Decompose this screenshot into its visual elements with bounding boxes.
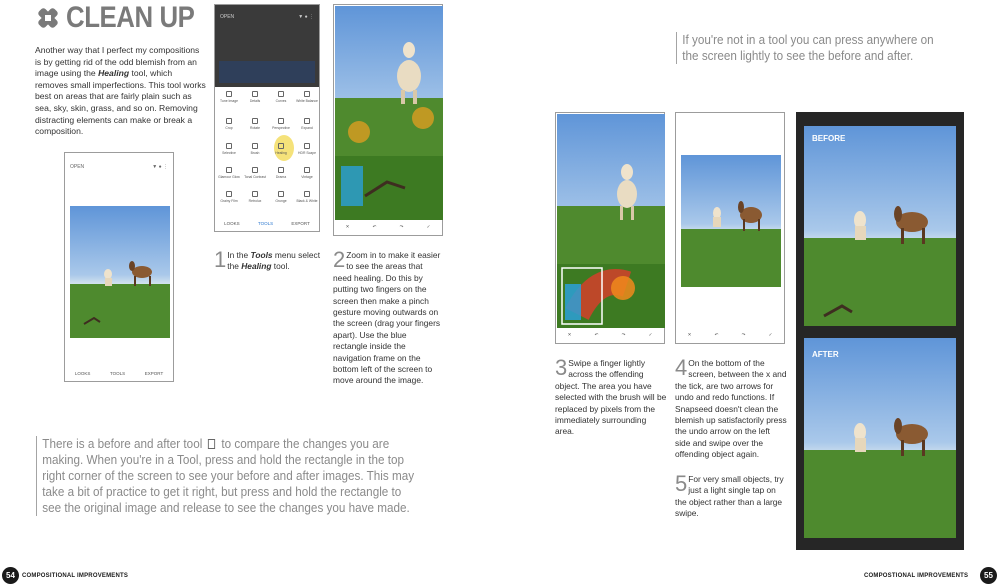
undo-icon[interactable]: ↶ — [714, 332, 719, 337]
redo-icon[interactable]: ↷ — [621, 332, 626, 337]
tool-details[interactable]: Details — [243, 91, 267, 103]
redo-icon[interactable]: ↷ — [399, 224, 404, 229]
edit-controls — [334, 219, 442, 235]
intro-paragraph: Another way that I perfect my compositions is by getting rid of the odd blemish from an image using the Healing tool, which removes small imperfections. This tool works best on areas that are fairly plain such as sea, sky, skin, grass, and so on. Removing distracting elements can make or break a composition. — [35, 45, 206, 137]
undo-icon[interactable]: ↶ — [594, 332, 599, 337]
open-label: OPEN — [70, 164, 85, 170]
tool-tune-image[interactable]: Tune Image — [217, 91, 241, 103]
tool-selective[interactable]: Selective — [217, 143, 241, 155]
bottom-nav — [215, 215, 319, 231]
step-number: 5 — [675, 471, 688, 496]
quote-tap-screen: If you're not in a tool you can press anywhere on the screen lightly to see the before and after. — [676, 32, 946, 64]
close-icon[interactable]: ✕ — [567, 332, 572, 337]
nav-looks[interactable]: LOOKS — [74, 370, 91, 376]
tool-tonal-contrast[interactable]: Tonal Contrast — [243, 167, 267, 179]
after-label: AFTER — [812, 350, 839, 359]
edit-controls — [556, 327, 664, 343]
tool-drama[interactable]: Drama — [269, 167, 293, 179]
step-number: 3 — [555, 355, 568, 380]
redo-icon[interactable]: ↷ — [741, 332, 746, 337]
check-icon[interactable]: ✓ — [768, 332, 773, 337]
pony-photo-brush — [557, 114, 665, 328]
bandage-icon — [34, 4, 62, 32]
edit-controls — [676, 327, 784, 343]
tool-healing[interactable]: Healing — [269, 143, 293, 155]
tool-vintage[interactable]: Vintage — [295, 167, 319, 179]
phone-screenshot-brush — [555, 112, 665, 344]
step-2: 2 Zoom in to make it easier to see the areas that need healing. Do this by putting two fingers on the screen then make a pinch gesture moving outwards on the screen (drag your fingers apart). Use the blue rectangle inside the navigation frame on the bottom left of the screen to move around the image. — [333, 247, 441, 386]
tool-perspective[interactable]: Perspective — [269, 118, 293, 130]
before-photo — [804, 126, 956, 326]
after-photo — [804, 338, 956, 538]
page-number-left: 54 — [2, 567, 19, 584]
step-4: 4 On the bottom of the screen, between the x and the tick, are two arrows for undo and redo functions. If Snapseed doesn't clean the blemish up satisfactorily press the undo arrow on the left side and swipe over the offending object again. — [675, 355, 787, 460]
tool-white-balance[interactable]: White Balance — [295, 91, 319, 103]
nav-tools[interactable]: TOOLS — [257, 220, 274, 226]
page-number-right: 55 — [980, 567, 997, 584]
nav-tools[interactable]: TOOLS — [109, 370, 126, 376]
pony-photo-healed — [681, 155, 781, 287]
tool-brush[interactable]: Brush — [243, 143, 267, 155]
compare-icon — [208, 439, 215, 449]
before-label: BEFORE — [812, 134, 846, 143]
footer-left-label: COMPOSITIONAL IMPROVEMENTS — [22, 573, 129, 579]
tool-glamour-glow[interactable]: Glamour Glow — [217, 167, 241, 179]
pony-photo — [70, 206, 170, 338]
tool-hdr-scape[interactable]: HDR Scape — [295, 143, 319, 155]
close-icon[interactable]: ✕ — [687, 332, 692, 337]
check-icon[interactable]: ✓ — [426, 224, 431, 229]
phone-screenshot-healed — [675, 112, 785, 344]
page-title: CLEAN UP — [66, 1, 195, 34]
nav-export[interactable]: EXPORT — [291, 220, 310, 226]
tool-black-white[interactable]: Black & White — [295, 191, 319, 203]
step-5: 5 For very small objects, try just a light single tap on the object rather than a large swipe. — [675, 471, 784, 519]
phone-screenshot-tools: OPEN ▼ ● ⋮ Tune Image Details Curves White Balance Crop Rotate Perspective Expand Selective Brush Healing HDR Scape Glamour Glow Tonal Contrast Drama Vintage Grainy Film Retrolux Grunge Black & White LOOKS TOOLS EXPORT — [214, 4, 320, 232]
phone-screenshot-zoomed — [333, 4, 443, 236]
tool-expand[interactable]: Expand — [295, 118, 319, 130]
undo-icon[interactable]: ↶ — [372, 224, 377, 229]
tool-retrolux[interactable]: Retrolux — [243, 191, 267, 203]
step-number: 2 — [333, 247, 346, 272]
tool-grainy-film[interactable]: Grainy Film — [217, 191, 241, 203]
step-1: 1 In the Tools menu select the Healing tool. — [214, 247, 321, 272]
step-number: 4 — [675, 355, 688, 380]
phone-screenshot-home — [64, 152, 174, 382]
step-number: 1 — [214, 247, 227, 272]
footer-right-label: COMPOSTIONAL IMPROVEMENTS — [864, 573, 969, 579]
bottom-nav — [65, 365, 173, 381]
tool-curves[interactable]: Curves — [269, 91, 293, 103]
check-icon[interactable]: ✓ — [648, 332, 653, 337]
nav-looks[interactable]: LOOKS — [224, 220, 240, 226]
before-after-panel — [796, 112, 964, 550]
tool-rotate[interactable]: Rotate — [243, 118, 267, 130]
step-3: 3 Swipe a finger lightly across the offending object. The area you have selected with the brush will be replaced by pixels from the immediately surrounding area. — [555, 355, 667, 437]
toolbar-icons: ▼ ● ⋮ — [152, 164, 168, 170]
quote-before-after-tool: There is a before and after tool to compare the changes you are making. When you're in a Tool, press and hold the rectangle in the top right corner of the screen to see your before and after images. This may take a bit of practice to get it right, but press and hold the rectangle to see the original image and release to see the changes you have made. — [36, 436, 423, 516]
close-icon[interactable]: ✕ — [345, 224, 350, 229]
nav-export[interactable]: EXPORT — [144, 370, 164, 376]
tool-grunge[interactable]: Grunge — [269, 191, 293, 203]
pony-photo-zoomed — [335, 6, 443, 220]
tool-crop[interactable]: Crop — [217, 118, 241, 130]
